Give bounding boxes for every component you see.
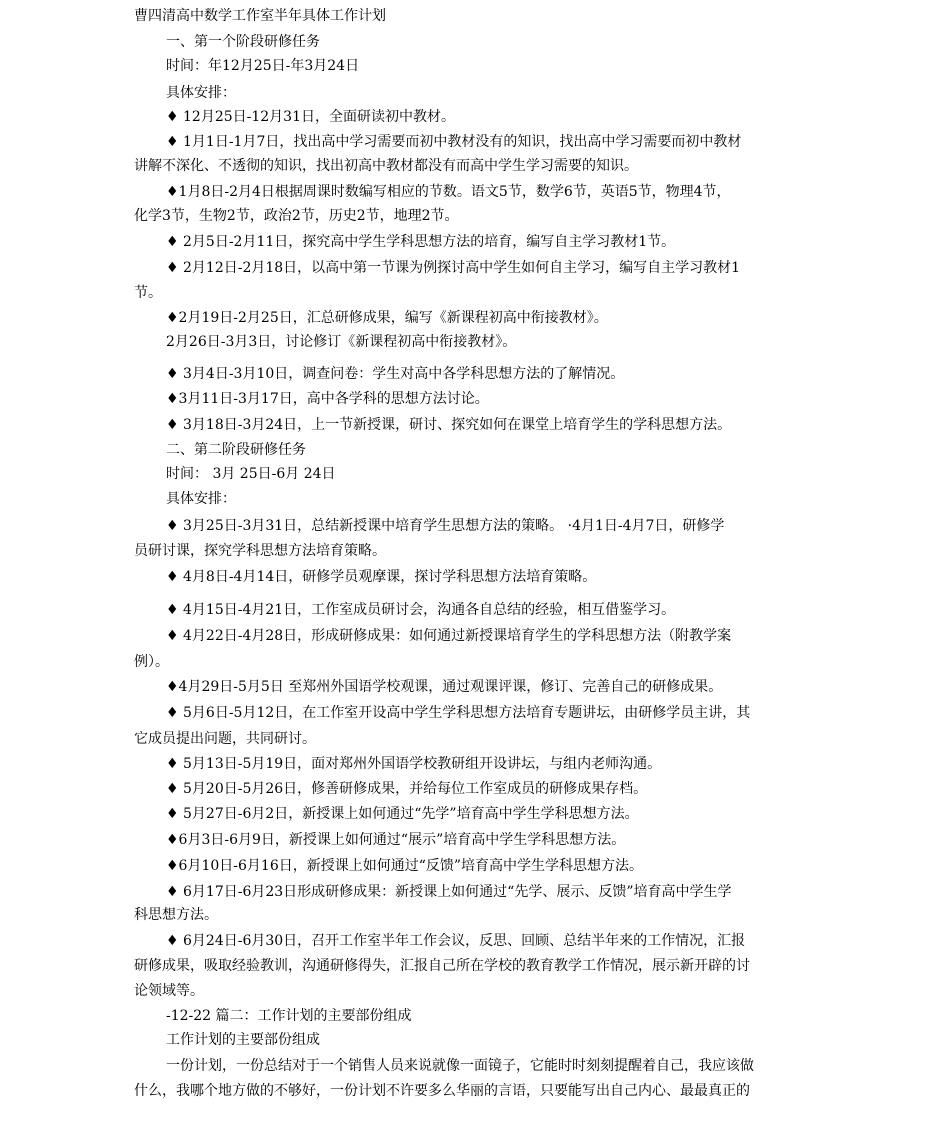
- schedule-item: ♦ 12月25日-12月31日，全面研读初中教材。: [166, 109, 455, 125]
- schedule-item: ♦6月10日-6月16日，新授课上如何通过“反馈”培育高中学生学科思想方法。: [166, 858, 644, 874]
- schedule-item: ♦4月29日-5月5日 至郑州外国语学校观课，通过观课评课，修订、完善自己的研修成果。: [166, 679, 723, 695]
- schedule-item: ♦1月8日-2月4日根据周课时数编写相应的节数。语文5节，数学6节，英语5节，物理4节，: [166, 184, 731, 200]
- schedule-item-continuation: 它成员提出问题，共同研讨。: [134, 731, 316, 747]
- schedule-item: ♦ 4月8日-4月14日，研修学员观摩课，探讨学科思想方法培育策略。: [166, 569, 597, 585]
- schedule-item: ♦ 3月4日-3月10日，调查问卷：学生对高中各学科思想方法的了解情况。: [166, 366, 625, 382]
- section-heading: 工作计划的主要部份组成: [166, 1032, 320, 1048]
- schedule-item-continuation: 研修成果，吸取经验教训，沟通研修得失，汇报自己所在学校的教育教学工作情况，展示新开辟的讨: [134, 958, 750, 974]
- time-line: 时间：年12月25日-年3月24日: [166, 58, 360, 74]
- schedule-item-continuation: 论领域等。: [134, 983, 204, 999]
- schedule-item-continuation: 员研讨课，探究学科思想方法培育策略。: [134, 543, 386, 559]
- schedule-item: ♦ 3月25日-3月31日，总结新授课中培育学生思想方法的策略。 ·4月1日-4月7日，研修学: [166, 518, 725, 534]
- schedule-item: ♦3月11日-3月17日，高中各学科的思想方法讨论。: [166, 391, 489, 407]
- schedule-item: ♦ 1月1日-1月7日，找出高中学习需要而初中教材没有的知识，找出高中学习需要而初中教材: [166, 134, 742, 150]
- doc-title: 曹四清高中数学工作室半年具体工作计划: [134, 8, 386, 24]
- schedule-item-continuation: 讲解不深化、不透彻的知识，找出初高中教材都没有而高中学生学习需要的知识。: [134, 158, 638, 174]
- body-paragraph-continuation: 什么，我哪个地方做的不够好，一份计划不许要多么华丽的言语，只要能写出自己内心、最最真正的: [134, 1083, 750, 1099]
- section-heading: -12-22 篇二：工作计划的主要部份组成: [166, 1008, 412, 1024]
- body-paragraph: 一份计划，一份总结对于一个销售人员来说就像一面镜子，它能时时刻刻提醒着自己，我应该做: [166, 1058, 754, 1074]
- schedule-item-continuation: 科思想方法。: [134, 907, 218, 923]
- schedule-item-continuation: 例）。: [134, 654, 169, 670]
- schedule-item: ♦ 3月18日-3月24日，上一节新授课，研讨、探究如何在课堂上培育学生的学科思想方法。: [166, 417, 732, 433]
- schedule-item: ♦ 5月27日-6月2日，新授课上如何通过“先学”培育高中学生学科思想方法。: [166, 806, 639, 822]
- schedule-item: ♦ 5月13日-5月19日，面对郑州外国语学校教研组开设讲坛，与组内老师沟通。: [166, 756, 662, 772]
- schedule-item: ♦ 5月6日-5月12日，在工作室开设高中学生学科思想方法培育专题讲坛，由研修学员主讲，其: [166, 705, 751, 721]
- schedule-item: ♦ 2月5日-2月11日，探究高中学生学科思想方法的培育，编写自主学习教材1节。: [166, 234, 676, 250]
- schedule-item: ♦ 5月20日-5月26日，修善研修成果，并给每位工作室成员的研修成果存档。: [166, 781, 648, 797]
- time-line: 时间： 3月 25日-6月 24日: [166, 466, 336, 482]
- section-heading: 二、第二阶段研修任务: [166, 442, 306, 458]
- schedule-item: ♦ 6月24日-6月30日，召开工作室半年工作会议，反思、回顾、总结半年来的工作情况，汇报: [166, 933, 746, 949]
- section-heading: 一、第一个阶段研修任务: [166, 34, 320, 50]
- schedule-item: ♦ 4月22日-4月28日，形成研修成果：如何通过新授课培育学生的学科思想方法（附教学案: [166, 628, 732, 644]
- schedule-item-continuation: 化学3节，生物2节，政治2节，历史2节，地理2节。: [134, 208, 459, 224]
- schedule-item: ♦ 2月12日-2月18日，以高中第一节课为例探讨高中学生如何自主学习，编写自主学习教材1: [166, 260, 741, 276]
- schedule-item: 2月26日-3月3日，讨论修订《新课程初高中衔接教材》。: [166, 334, 517, 350]
- schedule-heading: 具体安排：: [166, 491, 236, 507]
- schedule-item: ♦6月3日-6月9日，新授课上如何通过“展示”培育高中学生学科思想方法。: [166, 832, 626, 848]
- schedule-item: ♦ 6月17日-6月23日形成研修成果：新授课上如何通过“先学、展示、反馈”培育高中学生学: [166, 884, 732, 900]
- schedule-heading: 具体安排：: [166, 85, 236, 101]
- schedule-item-continuation: 节。: [134, 285, 162, 301]
- schedule-item: ♦ 4月15日-4月21日，工作室成员研讨会，沟通各自总结的经验，相互借鉴学习。: [166, 602, 676, 618]
- schedule-item: ♦2月19日-2月25日，汇总研修成果，编写《新课程初高中衔接教材》。: [166, 310, 608, 326]
